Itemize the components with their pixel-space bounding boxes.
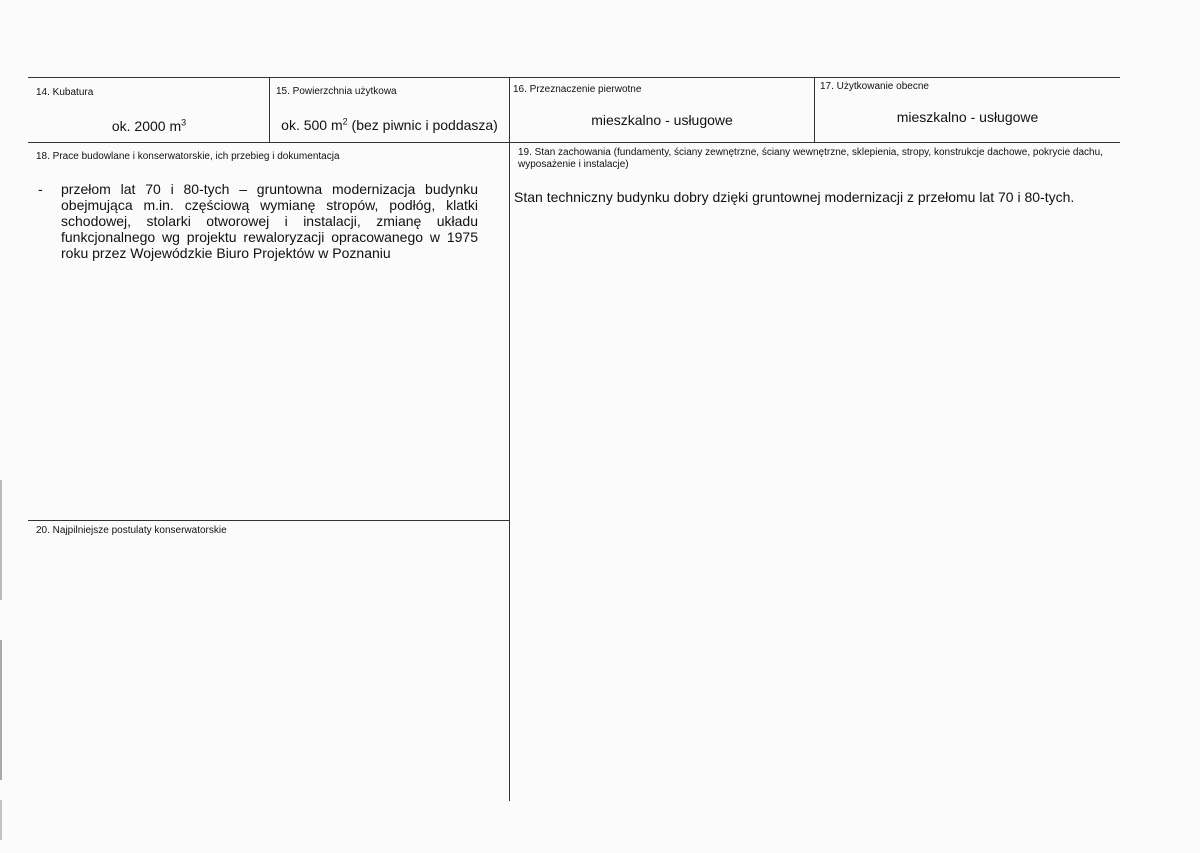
powierzchnia-value-note: (bez piwnic i poddasza) — [347, 117, 498, 133]
kubatura-value — [29, 118, 269, 134]
scan-edge-mark — [0, 640, 2, 780]
uzytkowanie-label: 17. Użytkowanie obecne — [820, 81, 929, 92]
prace-budowlane-text: przełom lat 70 i 80-tych – gruntowna modernizacja budynku obejmująca m.in. częściową wymianę stropów, podłóg, klatki schodowej, stolarki otworowej i instalacji, zmianę układu funkcjonalnego wg projektu rewaloryzacji opracowanego w 1975 roku przez Wojewódzkie Biuro Projektów w Poznaniu — [61, 181, 478, 261]
stan-zachowania-label: 19. Stan zachowania (fundamenty, ściany zewnętrzne, ściany wewnętrzne, sklepienia, stropy, konstrukcje dachowe, pokrycie dachu, wyposażenie i instalacje) — [518, 147, 1103, 170]
list-bullet: - — [38, 181, 43, 197]
row1-bottom-line — [28, 142, 1120, 143]
kubatura-unit-exponent: 3 — [181, 117, 187, 128]
powierzchnia-value — [270, 117, 509, 133]
przeznaczenie-value: mieszkalno - usługowe — [591, 112, 733, 128]
stan-zachowania-text: Stan techniczny budynku dobry dzięki gruntownej modernizacji z przełomu lat 70 i 80-tych. — [514, 189, 1075, 205]
uzytkowanie-value: mieszkalno - usługowe — [896, 109, 1039, 125]
postulaty-label: 20. Najpilniejsze postulaty konserwatorskie — [36, 525, 227, 536]
powierzchnia-value-text: ok. 500 m — [281, 117, 343, 133]
divider-14-15 — [269, 77, 270, 143]
scan-edge-mark — [0, 800, 2, 840]
powierzchnia-unit-exponent: 2 — [342, 116, 348, 127]
center-divider — [509, 77, 510, 801]
kubatura-label: 14. Kubatura — [36, 87, 94, 98]
top-border-line — [28, 77, 1120, 78]
przeznaczenie-label: 16. Przeznaczenie pierwotne — [513, 84, 642, 95]
scan-edge-mark — [0, 480, 2, 600]
prace-budowlane-label: 18. Prace budowlane i konserwatorskie, ich przebieg i dokumentacja — [36, 151, 340, 162]
prace-budowlane-list — [38, 181, 478, 261]
kubatura-value-text: ok. 2000 m — [111, 118, 182, 134]
row3-divider-line — [28, 520, 509, 521]
powierzchnia-label: 15. Powierzchnia użytkowa — [276, 86, 397, 97]
